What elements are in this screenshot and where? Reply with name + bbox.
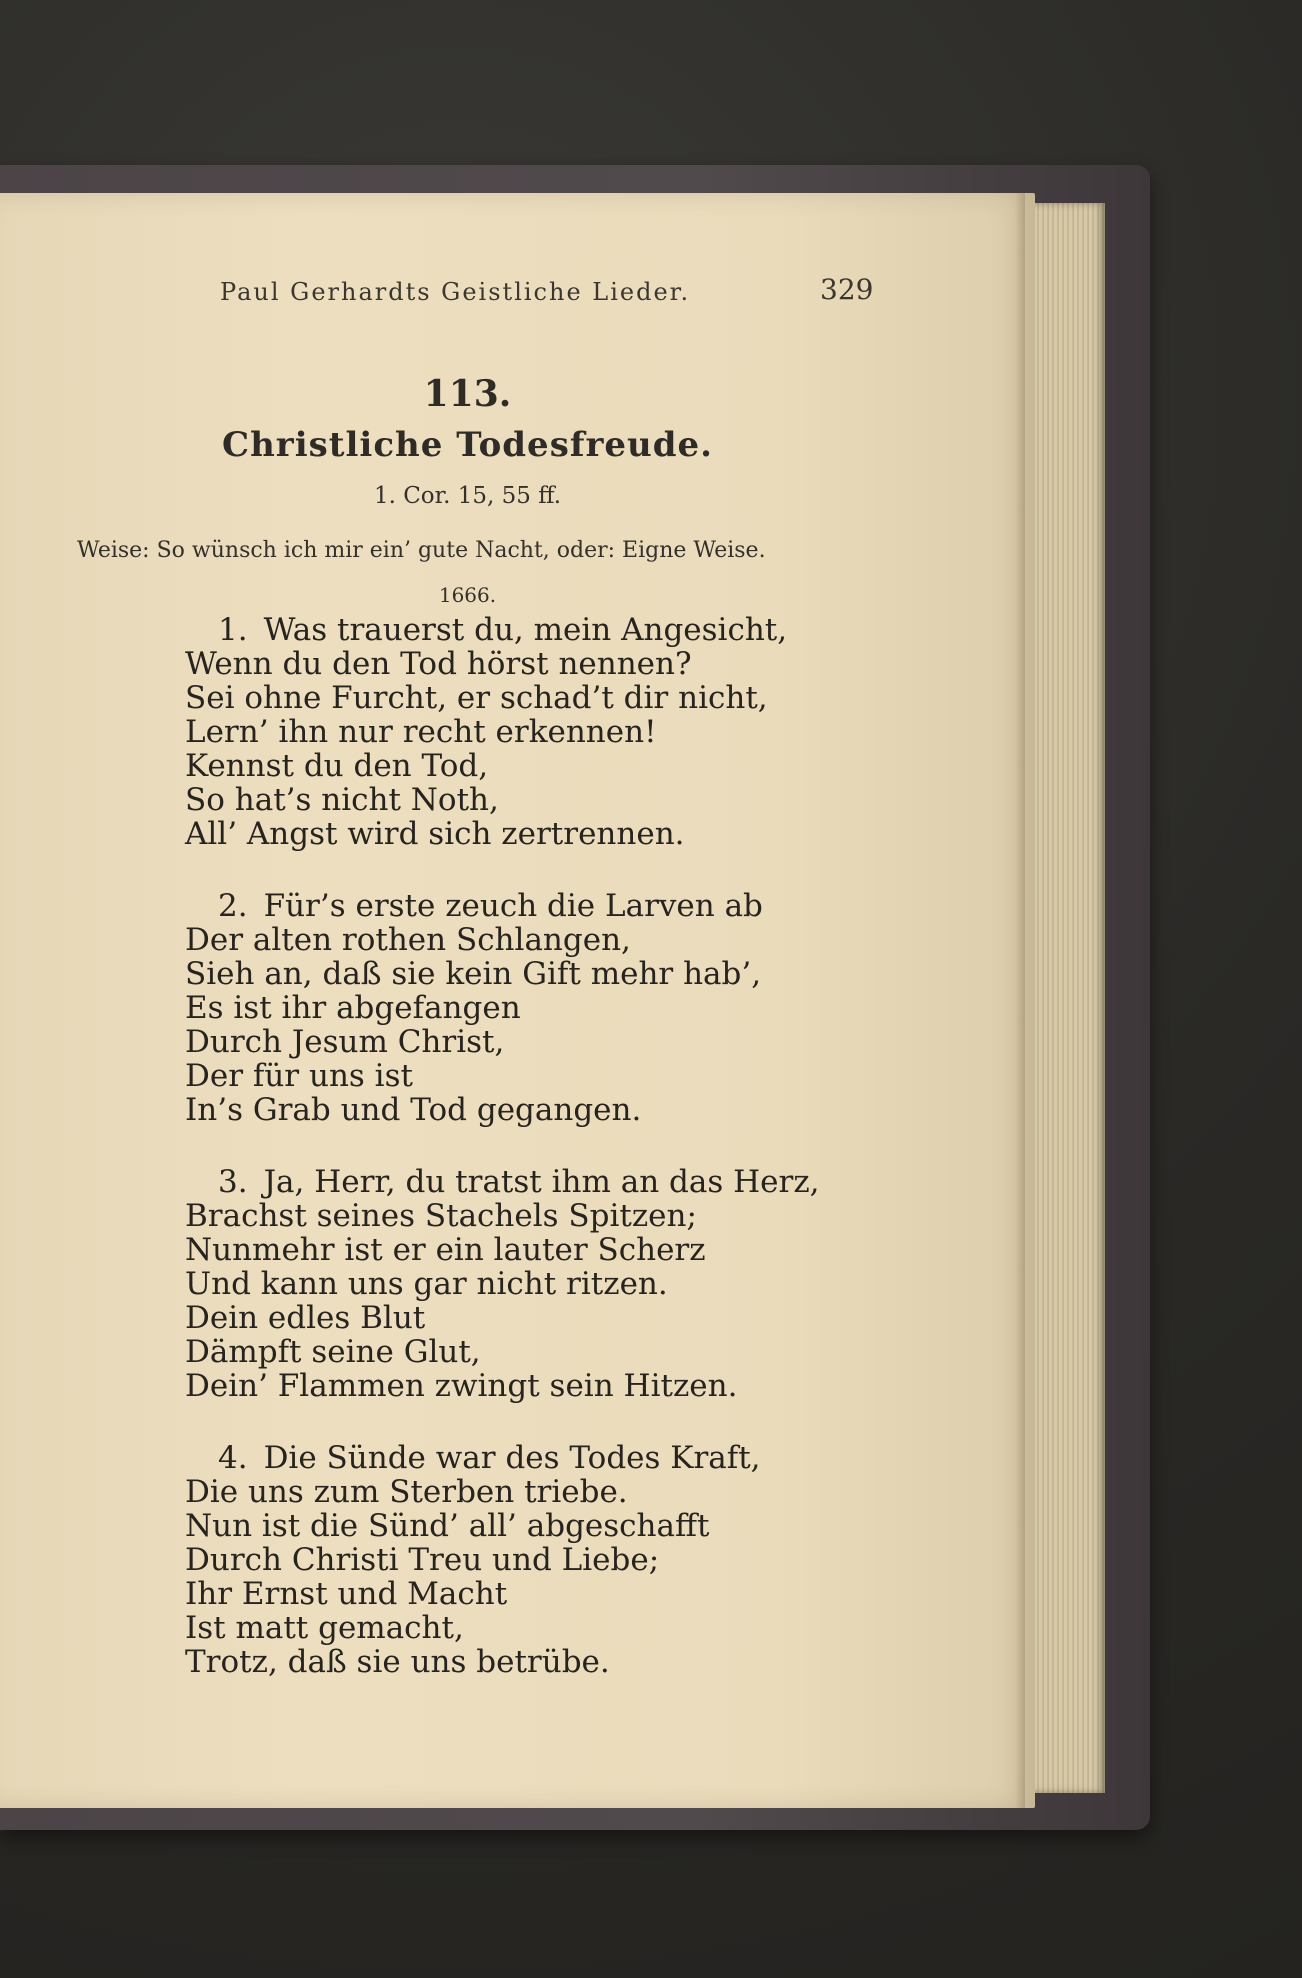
verse-line: Nun ist die Sünd’ all’ abgeschafft [185, 1508, 710, 1544]
verse-line-text: Für’s erste zeuch die Larven ab [263, 888, 763, 924]
verse-line: Dein edles Blut [185, 1300, 426, 1336]
verse-line: Lern’ ihn nur recht erkennen! [185, 714, 657, 750]
verse-line: Dein’ Flammen zwingt sein Hitzen. [185, 1368, 738, 1404]
verse-line [185, 1165, 885, 1199]
verse-line: Der für uns ist [185, 1058, 413, 1094]
hymn-year: 1666. [438, 583, 497, 607]
verse-line: Und kann uns gar nicht ritzen. [185, 1266, 668, 1302]
verse-line: Trotz, daß sie uns betrübe. [185, 1644, 610, 1680]
verse-line-text: Was trauerst du, mein Angesicht, [263, 612, 788, 648]
hymn-number: 113. [423, 373, 512, 415]
verse-4 [185, 1441, 885, 1679]
verse-line-text: Die Sünde war des Todes Kraft, [263, 1440, 761, 1476]
verse-line: Der alten rothen Schlangen, [185, 922, 631, 958]
verse-number: 4. [218, 1440, 248, 1476]
page-number: 329 [820, 273, 874, 306]
page-edges [1025, 203, 1105, 1793]
verse-line: Dämpft seine Glut, [185, 1334, 481, 1370]
verse-3 [185, 1165, 885, 1403]
verse-line: Es ist ihr abgefangen [185, 990, 521, 1026]
verse-line [185, 1441, 885, 1475]
verse-line-text: Ja, Herr, du tratst ihm an das Herz, [263, 1164, 820, 1200]
verse-line: Sieh an, daß sie kein Gift mehr hab’, [185, 956, 762, 992]
verse-line: Nunmehr ist er ein lauter Scherz [185, 1232, 706, 1268]
verse-line: Durch Christi Treu und Liebe; [185, 1542, 660, 1578]
page-header [0, 270, 1035, 310]
page-gutter-shadow [1015, 193, 1025, 1808]
verse-line: Brachst seines Stachels Spitzen; [185, 1198, 697, 1234]
running-title: Paul Gerhardts Geistliche Lieder. [220, 278, 691, 306]
verse-line [185, 613, 885, 647]
verse-line: Die uns zum Sterben triebe. [185, 1474, 628, 1510]
verse-number: 2. [218, 888, 248, 924]
verse-line: In’s Grab und Tod gegangen. [185, 1092, 642, 1128]
verse-2 [185, 889, 885, 1127]
verse-line: Ihr Ernst und Macht [185, 1576, 508, 1612]
hymn-verses [185, 613, 885, 1717]
verse-line: Wenn du den Tod hörst nennen? [185, 646, 692, 682]
verse-line: All’ Angst wird sich zertrennen. [185, 816, 685, 852]
verse-number: 1. [218, 612, 248, 648]
verse-line: Sei ohne Furcht, er schad’t dir nicht, [185, 680, 768, 716]
verse-1 [185, 613, 885, 851]
verse-line: Ist matt gemacht, [185, 1610, 464, 1646]
scripture-reference: 1. Cor. 15, 55 ff. [373, 483, 562, 509]
tune-note: Weise: So wünsch ich mir ein’ gute Nacht, oder: Eigne Weise. [77, 538, 766, 563]
verse-line: Durch Jesum Christ, [185, 1024, 505, 1060]
verse-line: Kennst du den Tod, [185, 748, 489, 784]
verse-number: 3. [218, 1164, 248, 1200]
hymn-title: Christliche Todesfreude. [222, 425, 713, 465]
verse-line [185, 889, 885, 923]
verse-line: So hat’s nicht Noth, [185, 782, 499, 818]
book-page [0, 193, 1035, 1808]
